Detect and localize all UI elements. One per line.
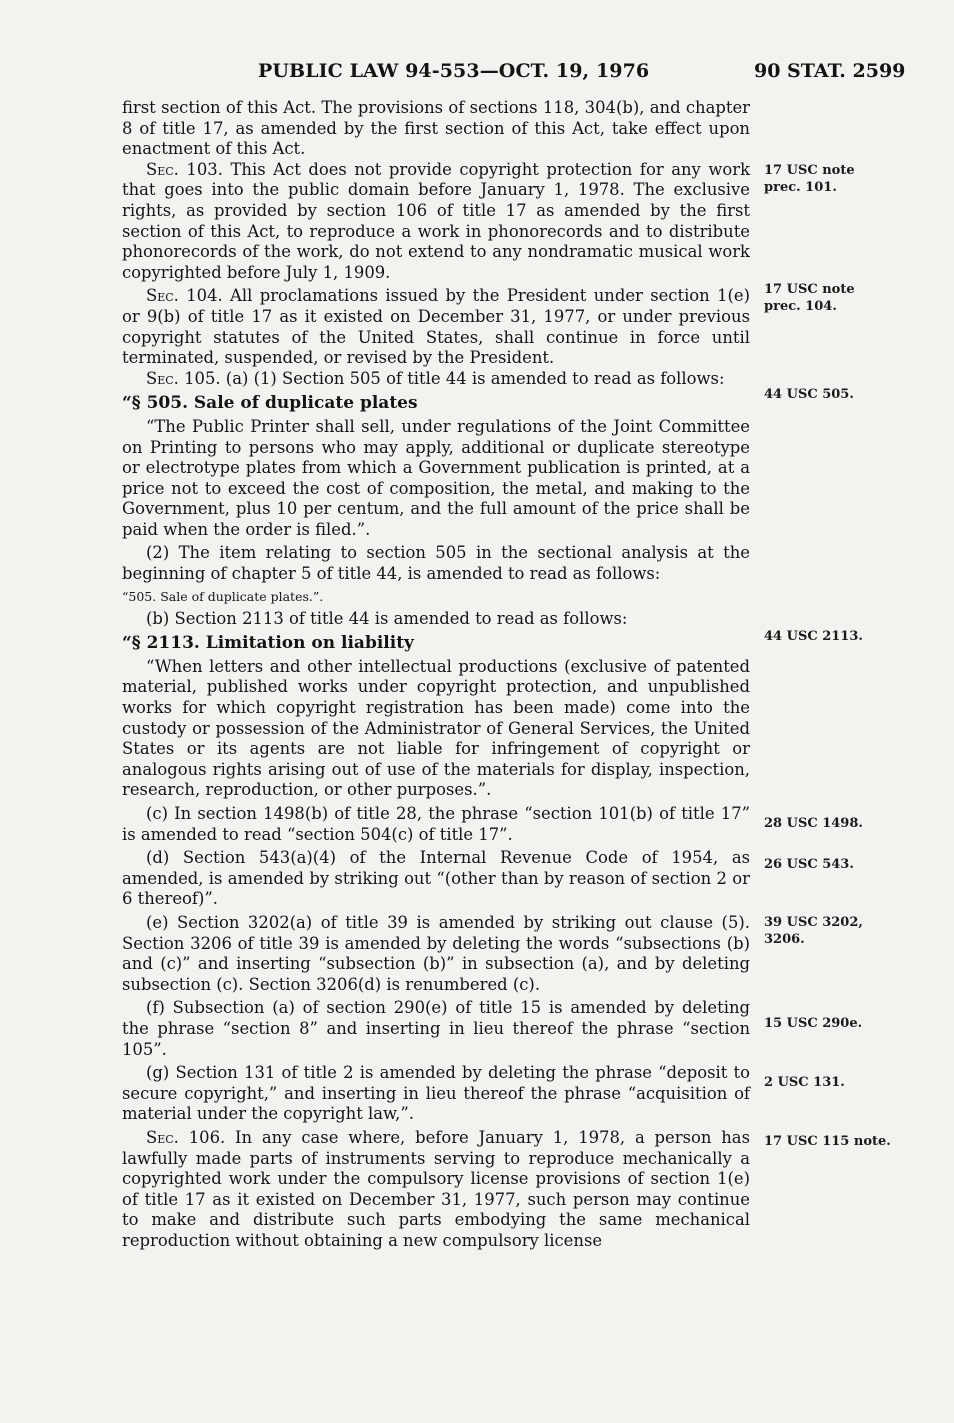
margin-note-115: 17 USC 115 note.	[764, 1134, 891, 1149]
margin-note-103	[764, 162, 855, 196]
paragraph-505: “The Public Printer shall sell, under regulations of the Joint Committee on Printing to persons who may apply, additional or duplicate stereotype or electrotype plates from which a Government publication is printed, at a price not to exceed the cost of composition, the metal, and making to the Government, plus 10 per centum, and the full amount of the price shall be paid when the order is filed.”.	[122, 416, 750, 539]
paragraph-b: (b) Section 2113 of title 44 is amended to read as follows:	[146, 608, 628, 628]
margin-note-2113: 44 USC 2113.	[764, 629, 863, 644]
section-label: Sec. 104.	[146, 286, 223, 306]
margin-note-543: 26 USC 543.	[764, 857, 854, 872]
margin-note-line: prec. 101.	[764, 180, 837, 195]
margin-note-3202	[764, 914, 863, 948]
paragraph-d: (d) Section 543(a)(4) of the Internal Revenue Code of 1954, as amended, is amended by striking out “(other than by reason of section 2 or 6 thereof)”.	[122, 848, 750, 909]
law-title: PUBLIC LAW 94-553—OCT. 19, 1976	[258, 60, 650, 82]
margin-note-1498: 28 USC 1498.	[764, 816, 863, 831]
margin-note-290e: 15 USC 290e.	[764, 1016, 863, 1031]
margin-note-line: 39 USC 3202,	[764, 915, 863, 930]
margin-note-104	[764, 281, 855, 315]
section-label: Sec. 103.	[146, 159, 223, 179]
section-text: This Act does not provide copyright protection for any work that goes into the public domain before January 1, 1978. The exclusive rights, as provided by section 106 of title 17 as amended by the first section of this Act, to reproduce a work in phonorecords and to distribute phonorecords of the work, do not extend to any nondramatic musical work copyrighted before July 1, 1909.	[122, 159, 751, 282]
document-body	[122, 98, 750, 1251]
section-text: (a) (1) Section 505 of title 44 is amended to read as follows:	[220, 368, 725, 388]
section-106	[122, 1128, 750, 1252]
paragraph-c: (c) In section 1498(b) of title 28, the phrase “section 101(b) of title 17” is amended to read “section 504(c) of title 17”.	[122, 804, 750, 844]
margin-note-line: 3206.	[764, 932, 805, 947]
section-label: Sec. 106.	[146, 1127, 226, 1147]
section-104	[122, 286, 750, 368]
margin-note-505: 44 USC 505.	[764, 387, 854, 402]
paragraph-a2: (2) The item relating to section 505 in the sectional analysis at the beginning of chapter 5 of title 44, is amended to read as follows:	[122, 543, 750, 584]
section-text: All proclamations issued by the President under section 1(e) or 9(b) of title 17 as it existed on December 31, 1977, or under previous copyright statutes of the United States, shall continue in force until terminated, suspended, or revised by the President.	[122, 286, 750, 368]
section-label: Sec. 105.	[146, 368, 221, 388]
paragraph-g: (g) Section 131 of title 2 is amended by deleting the phrase “deposit to secure copyright,” and inserting in lieu thereof the phrase “acquisition of material under the copyright law,”.	[122, 1063, 750, 1124]
paragraph-e: (e) Section 3202(a) of title 39 is amended by striking out clause (5). Section 3206 of title 39 is amended by deleting the words “subsections (b) and (c)” and inserting “subsection (b)” in subsection (a), and by deleting subsection (c). Section 3206(d) is renumbered (c).	[122, 912, 750, 994]
margin-note-line: 17 USC note	[764, 282, 855, 297]
section-103	[122, 160, 750, 284]
margin-note-line: prec. 104.	[764, 299, 837, 314]
heading-505: “§ 505. Sale of duplicate plates	[122, 393, 418, 414]
sectional-analysis-item: “505. Sale of duplicate plates.”.	[122, 588, 324, 604]
paragraph-continuation: first section of this Act. The provisions of sections 118, 304(b), and chapter 8 of title 17, as amended by the first section of this Act, take effect upon enactment of this Act.	[122, 98, 750, 159]
margin-note-131: 2 USC 131.	[764, 1075, 845, 1090]
margin-note-line: 17 USC note	[764, 163, 855, 178]
paragraph-f: (f) Subsection (a) of section 290(e) of title 15 is amended by deleting the phrase “section 8” and inserting in lieu thereof the phrase “section 105”.	[122, 998, 750, 1059]
page-header	[0, 60, 954, 86]
section-105	[122, 369, 750, 390]
section-text: In any case where, before January 1, 1978, a person has lawfully made parts of instruments serving to reproduce mechanically a copyrighted work under the compulsory license provisions of section 1(e) of title 17 as it existed on December 31, 1977, such person may continue to make and distribute such parts embodying the same mechanical reproduction without obtaining a new compulsory license	[122, 1127, 750, 1250]
heading-2113: “§ 2113. Limitation on liability	[122, 633, 414, 654]
paragraph-2113: “When letters and other intellectual productions (exclusive of patented material, published works under copyright protection, and unpublished works for which copyright registration has been made) come into the custody or possession of the Administrator of General Services, the United States or its agents are not liable for infringement of copyright or analogous rights arising out of use of the materials for display, inspection, research, reproduction, or other purposes.”.	[122, 656, 750, 800]
stat-page-number: 90 STAT. 2599	[754, 60, 906, 82]
